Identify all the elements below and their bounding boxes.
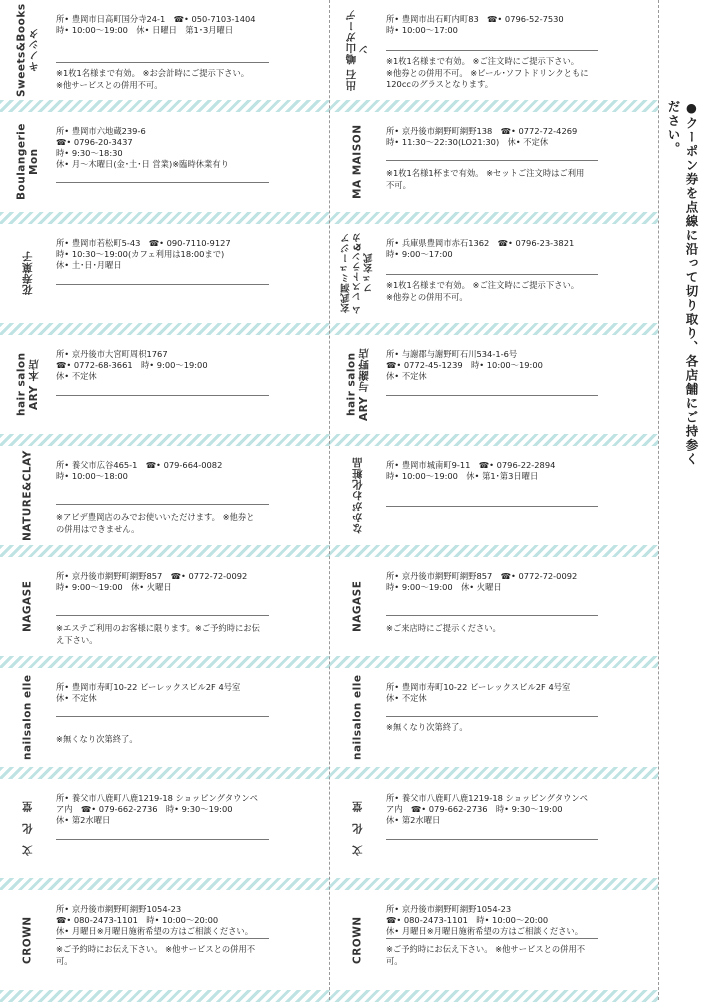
signature-line (386, 938, 598, 939)
coupon-note: ※アビデ豊岡店のみでお使いいただけます。 ※他券と の併用はできません。 (56, 512, 255, 534)
shop-name: 出石 嶋山ガーデン (345, 9, 370, 91)
signature-line (56, 395, 269, 396)
coupon-ary-yosano (330, 335, 658, 434)
coupon-ary-main (0, 335, 329, 434)
coupon-note: ※1枚1名様1杯まで有効。 ※セットご注文時はご利用 不可。 (386, 168, 585, 190)
coupon-note: ※エステご利用のお客様に限ります。※ご予約時にお伝 え下さい。 (56, 623, 260, 645)
shop-info: 所• 養父市八鹿町八鹿1219-18 ショッピングタウンペ ア内 ☎• 079-662-2736 時• 9:30〜19:00 休• 第2水曜日 (56, 793, 258, 825)
shop-name: 文 化 堂 (351, 801, 364, 856)
coupon-nakagawa (330, 446, 658, 545)
shop-info: 所• 京丹後市網野町網野857 ☎• 0772-72-0092 時• 9:00〜19:00 休• 火曜日 (56, 571, 248, 592)
shop-name: NATURE&CLAY (21, 450, 34, 541)
shop-name: CROWN (351, 916, 364, 964)
shop-name: hair salon ARY 与謝野店 (345, 348, 370, 421)
cut-instruction-text: クーポン券を点線に沿って切り取り、各店舗にご持参ください。 (666, 100, 699, 467)
coupon-note: ※無くなり次第終了。 (56, 734, 138, 744)
shop-name: なかがわ化粧品 (351, 457, 364, 534)
coupon-note: ※ご予約時にお伝え下さい。 ※他サービスとの併用不 可。 (56, 944, 256, 966)
shop-info: 所• 豊岡市寿町10-22 ビーレックスビル2F 4号室 休• 不定休 (386, 682, 571, 703)
coupon-nagase-1 (0, 557, 329, 656)
bullet-icon: ● (684, 100, 699, 117)
shop-name: CROWN (21, 916, 34, 964)
signature-line (386, 395, 598, 396)
shop-info: 所• 豊岡市六地蔵239-6 ☎• 0796-20-3437 時• 9:30〜18:30 休• 月〜木曜日(金･土･日 営業)※臨時休業有り (56, 126, 229, 169)
coupon-elle-2 (330, 668, 658, 767)
coupon-bunkado-1 (0, 779, 329, 878)
shop-info: 所• 京丹後市網野町網野1054-23 ☎• 080-2473-1101 時• 10:00〜20:00 休• 月曜日※月曜日施術希望の方はご相談ください。 (56, 904, 254, 936)
signature-line (56, 182, 269, 183)
shop-info: 所• 豊岡市日高町国分寺24-1 ☎• 050-7103-1404 時• 10:00〜19:00 休• 日曜日 第1･3月曜日 (56, 14, 256, 35)
signature-line (386, 839, 598, 840)
signature-line (56, 839, 269, 840)
coupon-kinoshita (0, 0, 329, 100)
shop-info: 所• 兵庫県豊岡市赤石1362 ☎• 0796-23-3821 時• 9:00〜17:00 (386, 238, 575, 259)
signature-line (386, 274, 598, 275)
signature-line (386, 160, 598, 161)
coupon-genbudo-museum (330, 224, 658, 323)
coupon-note: ※無くなり次第終了。 (386, 722, 468, 732)
coupon-note: ※1枚1名様まで有効。 ※ご注文時にご提示下さい。 ※他券との併用不可。 ※ビール･ソフトドリンクともに 120ccのグラスとなります。 (386, 56, 589, 89)
shop-name: 玄武洞ミュージアム レストラン&カフェ玄武 (340, 232, 375, 315)
shop-name: MA MAISON (351, 124, 364, 200)
coupon-boulangerie-mon (0, 112, 329, 212)
coupon-crown-1 (0, 890, 329, 990)
signature-line (56, 716, 269, 717)
coupon-hanajukashi (0, 224, 329, 323)
shop-info: 所• 京丹後市網野町網野857 ☎• 0772-72-0092 時• 9:00〜19:00 休• 火曜日 (386, 571, 578, 592)
coupon-elle-1 (0, 668, 329, 767)
shop-info: 所• 京丹後市網野町網野1054-23 ☎• 080-2473-1101 時• 10:00〜20:00 休• 月曜日※月曜日施術希望の方はご相談ください。 (386, 904, 584, 936)
signature-line (56, 284, 269, 285)
signature-line (386, 716, 598, 717)
signature-line (56, 62, 269, 63)
signature-line (56, 504, 269, 505)
cut-instruction (664, 100, 700, 480)
shop-info: 所• 与謝郡与謝野町石川534-1-6号 ☎• 0772-45-1239 時• 10:00〜19:00 休• 不定休 (386, 349, 543, 381)
coupon-nagase-2 (330, 557, 658, 656)
shop-name: Boulangerie Mon (15, 123, 40, 201)
coupon-crown-2 (330, 890, 658, 990)
coupon-bunkado-2 (330, 779, 658, 878)
signature-line (386, 50, 598, 51)
signature-line (56, 615, 269, 616)
shop-name: hair salon ARY 本店 (15, 352, 40, 417)
signature-line (386, 506, 598, 507)
shop-name: 文 化 堂 (21, 801, 34, 856)
shop-name: Sweets&Books キノシタ (15, 3, 40, 97)
coupon-note: ※1枚1名様まで有効。 ※ご注文時にご提示下さい。 ※他券との併用不可。 (386, 280, 580, 302)
coupon-shimayama-garden (330, 0, 658, 100)
shop-info: 所• 京丹後市網野町網野138 ☎• 0772-72-4269 時• 11:30〜22:30(LO21:30) 休• 不定休 (386, 126, 578, 147)
shop-info: 所• 豊岡市寿町10-22 ビーレックスビル2F 4号室 休• 不定休 (56, 682, 241, 703)
coupon-ma-maison (330, 112, 658, 212)
coupon-nature-clay (0, 446, 329, 545)
shop-info: 所• 養父市広谷465-1 ☎• 079-664-0082 時• 10:00〜18:00 (56, 460, 223, 481)
shop-name: 花寿菓子 (21, 251, 34, 296)
shop-info: 所• 豊岡市若松町5-43 ☎• 090-7110-9127 時• 10:30〜19:00(カフェ利用は18:00まで) 休• 土･日･月曜日 (56, 238, 231, 270)
cut-line-right (658, 0, 659, 1000)
shop-name: nailsalon elle (21, 674, 34, 761)
shop-info: 所• 豊岡市城南町9-11 ☎• 0796-22-2894 時• 10:00〜19:00 休• 第1･第3日曜日 (386, 460, 556, 481)
signature-line (56, 938, 269, 939)
shop-name: NAGASE (21, 580, 34, 633)
shop-info: 所• 豊岡市出石町内町83 ☎• 0796-52-7530 時• 10:00〜17:00 (386, 14, 564, 35)
coupon-note: ※ご予約時にお伝え下さい。 ※他サービスとの併用不 可。 (386, 944, 586, 966)
shop-name: NAGASE (351, 580, 364, 633)
shop-info: 所• 京丹後市大宮町周枳1767 ☎• 0772-68-3661 時• 9:00〜19:00 休• 不定休 (56, 349, 208, 381)
signature-line (386, 615, 598, 616)
shop-name: nailsalon elle (351, 674, 364, 761)
coupon-note: ※1枚1名様まで有効。 ※お会計時にご提示下さい。 ※他サービスとの併用不可。 (56, 68, 250, 90)
shop-info: 所• 養父市八鹿町八鹿1219-18 ショッピングタウンペ ア内 ☎• 079-662-2736 時• 9:30〜19:00 休• 第2水曜日 (386, 793, 588, 825)
coupon-note: ※ご来店時にご提示ください。 (386, 623, 501, 633)
